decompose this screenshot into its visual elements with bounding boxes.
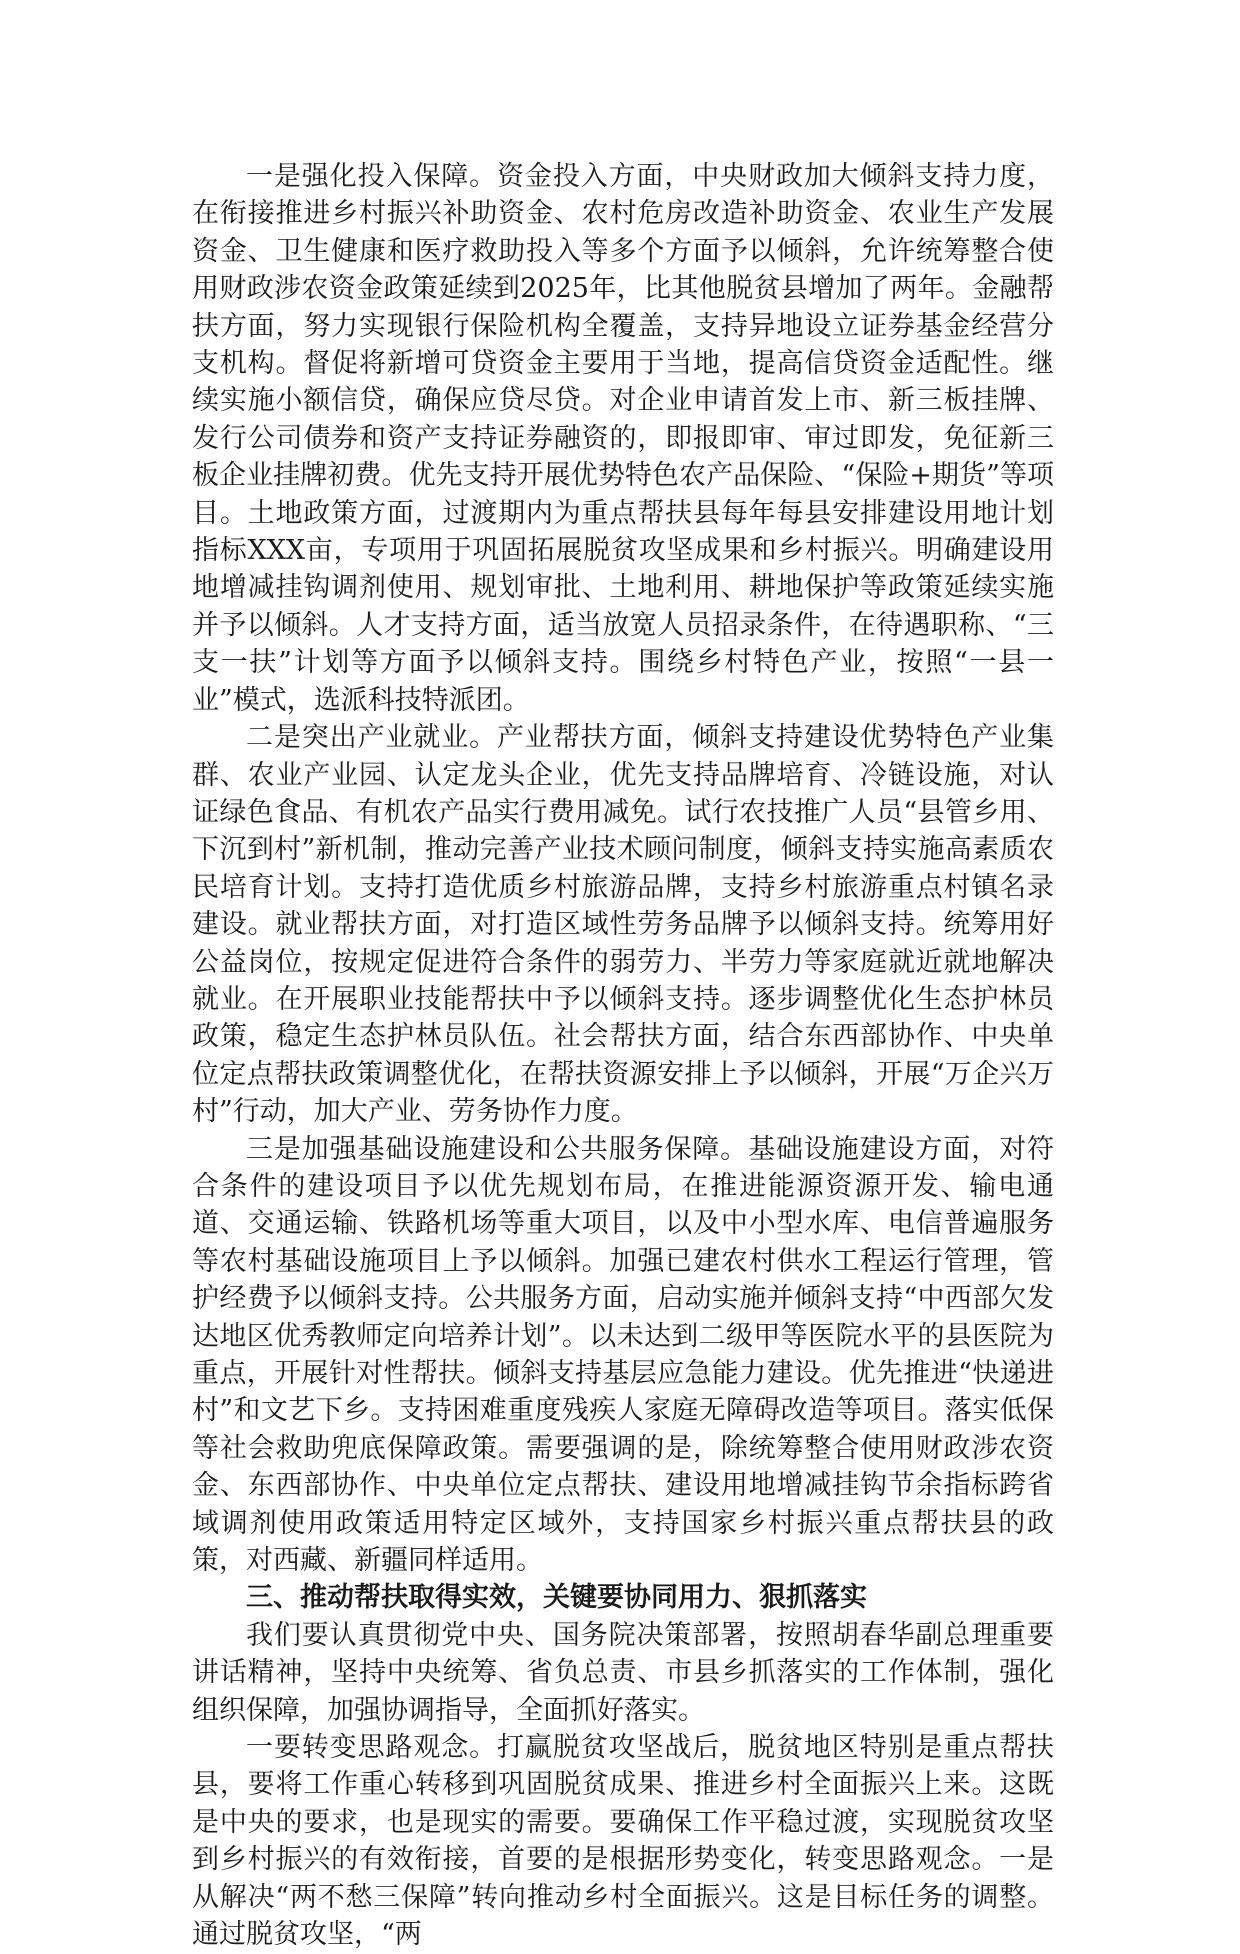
document-page: [192, 158, 1054, 1954]
paragraph-infrastructure-services: 三是加强基础设施建设和公共服务保障。基础设施建设方面，对符合条件的建设项目予以优先规划布局，在推进能源资源开发、输电通道、交通运输、铁路机场等重大项目，以及中小型水库、电信普遍服务等农村基础设施项目上予以倾斜。加强已建农村供水工程运行管理，管护经费予以倾斜支持。公共服务方面，启动实施并倾斜支持“中西部欠发达地区优秀教师定向培养计划”。以未达到二级甲等医院水平的县医院为重点，开展针对性帮扶。倾斜支持基层应急能力建设。优先推进“快递进村”和文艺下乡。支持困难重度残疾人家庭无障碍改造等项目。落实低保等社会救助兜底保障政策。需要强调的是，除统筹整合使用财政涉农资金、东西部协作、中央单位定点帮扶、建设用地增减挂钩节余指标跨省域调剂使用政策适用特定区域外，支持国家乡村振兴重点帮扶县的政策，对西藏、新疆同样适用。: [192, 1133, 1054, 1577]
section-heading: 三、推动帮扶取得实效，关键要协同用力、狠抓落实: [246, 1582, 867, 1614]
paragraph-industry-employment: 二是突出产业就业。产业帮扶方面，倾斜支持建设优势特色产业集群、农业产业园、认定龙头企业，优先支持品牌培育、冷链设施，对认证绿色食品、有机农产品实行费用减免。试行农技推广人员“县管乡用、下沉到村”新机制，推动完善产业技术顾问制度，倾斜支持实施高素质农民培育计划。支持打造优质乡村旅游品牌，支持乡村旅游重点村镇名录建设。就业帮扶方面，对打造区域性劳务品牌予以倾斜支持。统筹用好公益岗位，按规定促进符合条件的弱劳力、半劳力等家庭就近就地解决就业。在开展职业技能帮扶中予以倾斜支持。逐步调整优化生态护林员政策，稳定生态护林员队伍。社会帮扶方面，结合东西部协作、中央单位定点帮扶政策调整优化，在帮扶资源安排上予以倾斜，开展“万企兴万村”行动，加大产业、劳务协作力度。: [192, 722, 1054, 1128]
paragraph-change-thinking: 一要转变思路观念。打赢脱贫攻坚战后，脱贫地区特别是重点帮扶县，要将工作重心转移到巩固脱贫成果、推进乡村全面振兴上来。这既是中央的要求，也是现实的需要。要确保工作平稳过渡，实现脱贫攻坚到乡村振兴的有效衔接，首要的是根据形势变化，转变思路观念。一是从解决“两不愁三保障”转向推动乡村全面振兴。这是目标任务的调整。通过脱贫攻坚，“两: [192, 1732, 1054, 1951]
paragraph-implementation: 我们要认真贯彻党中央、国务院决策部署，按照胡春华副总理重要讲话精神，坚持中央统筹、省负总责、市县乡抓落实的工作体制，强化组织保障，加强协调指导，全面抓好落实。: [192, 1619, 1054, 1726]
paragraph-investment-guarantee: 一是强化投入保障。资金投入方面，中央财政加大倾斜支持力度，在衔接推进乡村振兴补助资金、农村危房改造补助资金、农业生产发展资金、卫生健康和医疗救助投入等多个方面予以倾斜，允许统筹整合使用财政涉农资金政策延续到2025年，比其他脱贫县增加了两年。金融帮扶方面，努力实现银行保险机构全覆盖，支持异地设立证券基金经营分支机构。督促将新增可贷资金主要用于当地，提高信贷资金适配性。继续实施小额信贷，确保应贷尽贷。对企业申请首发上市、新三板挂牌、发行公司债券和资产支持证券融资的，即报即审、审过即发，免征新三板企业挂牌初费。优先支持开展优势特色农产品保险、“保险+期货”等项目。土地政策方面，过渡期内为重点帮扶县每年每县安排建设用地计划指标XXX亩，专项用于巩固拓展脱贫攻坚成果和乡村振兴。明确建设用地增减挂钩调剂使用、规划审批、土地利用、耕地保护等政策延续实施并予以倾斜。人才支持方面，适当放宽人员招录条件，在待遇职称、“三支一扶”计划等方面予以倾斜支持。围绕乡村特色产业，按照“一县一业”模式，选派科技特派团。: [192, 161, 1054, 716]
